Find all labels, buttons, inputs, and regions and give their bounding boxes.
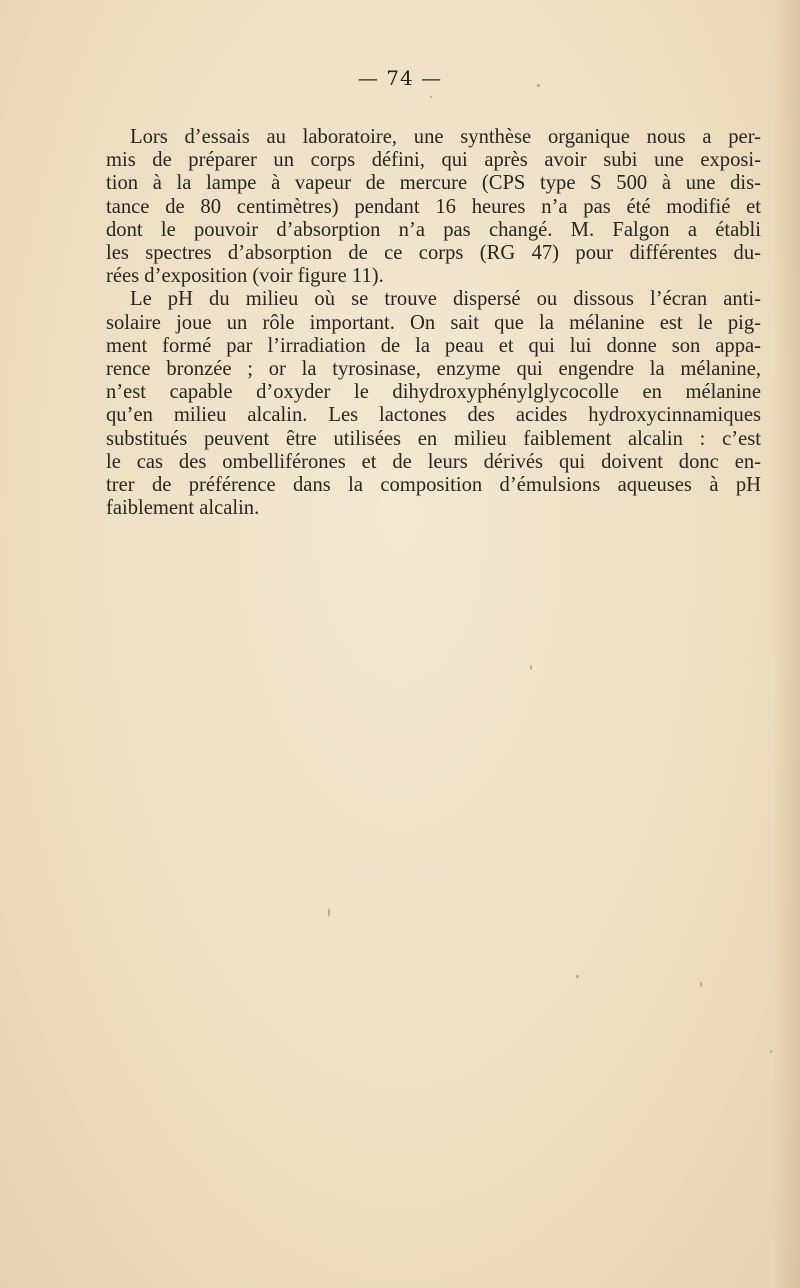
paper-speck [700,982,702,987]
paper-speck [537,84,540,87]
text-line: tion à la lampe à vapeur de mercure (CPS type S 500 à une dis- [106,172,761,195]
text-line: substitués peuvent être utilisées en milieu faiblement alcalin : c’est [106,427,761,450]
paragraph-1 [106,126,761,288]
paper-speck [328,908,330,917]
text-line: rées d’exposition (voir figure 11). [106,265,384,288]
text-line: tance de 80 centimètres) pendant 16 heures n’a pas été modifié et [106,195,761,218]
paper-speck [430,96,432,98]
text-line: n’est capable d’oxyder le dihydroxyphénylglycocolle en mélanine [106,381,761,404]
text-line: faiblement alcalin. [106,497,260,520]
paper-speck [770,1050,772,1053]
text-line: ment formé par l’irradiation de la peau et qui lui donne son appa- [106,334,761,357]
text-line: solaire joue un rôle important. On sait que la mélanine est le pig- [106,311,761,334]
text-line: les spectres d’absorption de ce corps (RG 47) pour différentes du- [106,242,761,265]
paragraph-2 [106,288,761,520]
body-text [106,126,761,520]
paper-speck [530,665,532,670]
text-line: rence bronzée ; or la tyrosinase, enzyme qui engendre la mélanine, [106,358,761,381]
text-line: qu’en milieu alcalin. Les lactones des acides hydroxycinnamiques [106,404,761,427]
text-line: le cas des ombelliférones et de leurs dérivés qui doivent donc en- [106,450,761,473]
page-number: — 74 — [357,66,443,90]
text-line: dont le pouvoir d’absorption n’a pas changé. M. Falgon a établi [106,218,761,241]
page-edge-shadow [772,0,800,1288]
text-line: mis de préparer un corps défini, qui après avoir subi une exposi- [106,149,761,172]
text-line: trer de préférence dans la composition d’émulsions aqueuses à pH [106,474,761,497]
text-line: Le pH du milieu où se trouve dispersé ou dissous l’écran anti- [130,288,761,311]
paper-speck [576,975,579,978]
text-line: Lors d’essais au laboratoire, une synthèse organique nous a per- [130,126,761,148]
